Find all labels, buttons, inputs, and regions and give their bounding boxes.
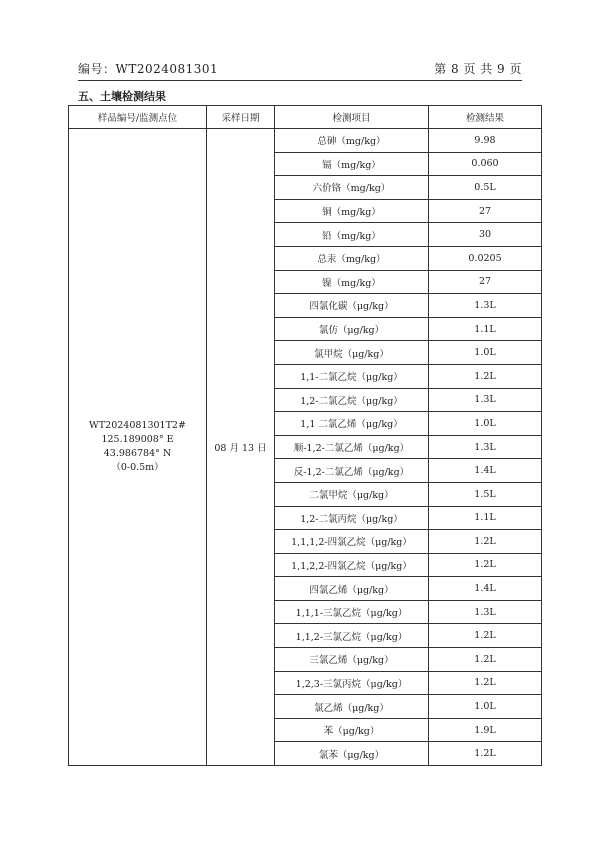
test-item-cell: 1,1,1,2-四氯乙烷（μg/kg） (275, 530, 429, 554)
test-result-cell: 1.2L (429, 671, 542, 695)
test-item-cell: 六价铬（mg/kg） (275, 176, 429, 200)
sample-longitude: 125.189008° E (101, 434, 174, 446)
soil-results-table (68, 105, 542, 766)
header-divider (78, 80, 522, 81)
test-result-cell: 1.0L (429, 412, 542, 436)
test-result-cell: 1.2L (429, 530, 542, 554)
test-result-cell: 1.3L (429, 600, 542, 624)
test-item-cell: 总汞（mg/kg） (275, 246, 429, 270)
test-result-cell: 1.4L (429, 577, 542, 601)
test-item-cell: 氯甲烷（μg/kg） (275, 341, 429, 365)
table-row (69, 129, 542, 153)
sample-id: WT2024081301T2# (89, 420, 186, 432)
test-result-cell: 27 (429, 270, 542, 294)
test-result-cell: 1.0L (429, 341, 542, 365)
test-item-cell: 1,1,1-三氯乙烷（μg/kg） (275, 600, 429, 624)
test-result-cell: 1.3L (429, 388, 542, 412)
test-result-cell: 1.9L (429, 718, 542, 742)
column-header: 样品编号/监测点位 (69, 106, 207, 129)
test-item-cell: 1,2,3-三氯丙烷（μg/kg） (275, 671, 429, 695)
test-item-cell: 四氯乙烯（μg/kg） (275, 577, 429, 601)
test-result-cell: 1.2L (429, 364, 542, 388)
document-number: 编号：WT2024081301 (78, 62, 219, 76)
test-item-cell: 1,1 二氯乙烯（μg/kg） (275, 412, 429, 436)
test-item-cell: 总砷（mg/kg） (275, 129, 429, 153)
sample-latitude: 43.986784° N (103, 448, 172, 460)
test-result-cell: 27 (429, 199, 542, 223)
test-result-cell: 1.4L (429, 459, 542, 483)
page-indicator: 第 8 页 共 9 页 (434, 62, 522, 76)
test-item-cell: 四氯化碳（μg/kg） (275, 294, 429, 318)
column-header: 检测项目 (275, 106, 429, 129)
test-result-cell: 1.5L (429, 482, 542, 506)
test-item-cell: 铅（mg/kg） (275, 223, 429, 247)
test-result-cell: 1.0L (429, 695, 542, 719)
sample-cell (69, 129, 207, 766)
test-result-cell: 30 (429, 223, 542, 247)
test-result-cell: 1.2L (429, 624, 542, 648)
column-header: 采样日期 (207, 106, 275, 129)
test-item-cell: 1,1,2-三氯乙烷（μg/kg） (275, 624, 429, 648)
test-result-cell: 1.2L (429, 553, 542, 577)
sampling-date-cell: 08 月 13 日 (207, 129, 275, 766)
test-item-cell: 镉（mg/kg） (275, 152, 429, 176)
test-result-cell: 0.0205 (429, 246, 542, 270)
test-result-cell: 1.3L (429, 294, 542, 318)
sample-depth: （0-0.5m） (111, 462, 164, 474)
test-item-cell: 氯苯（μg/kg） (275, 742, 429, 766)
test-item-cell: 氯乙烯（μg/kg） (275, 695, 429, 719)
test-item-cell: 铜（mg/kg） (275, 199, 429, 223)
test-item-cell: 镍（mg/kg） (275, 270, 429, 294)
test-item-cell: 反-1,2-二氯乙烯（μg/kg） (275, 459, 429, 483)
test-result-cell: 1.2L (429, 742, 542, 766)
test-result-cell: 1.1L (429, 317, 542, 341)
test-result-cell: 0.5L (429, 176, 542, 200)
test-item-cell: 顺-1,2-二氯乙烯（μg/kg） (275, 435, 429, 459)
test-item-cell: 氯仿（μg/kg） (275, 317, 429, 341)
test-item-cell: 1,2-二氯丙烷（μg/kg） (275, 506, 429, 530)
table-header-row (69, 106, 542, 129)
test-item-cell: 二氯甲烷（μg/kg） (275, 482, 429, 506)
test-item-cell: 1,2-二氯乙烷（μg/kg） (275, 388, 429, 412)
test-item-cell: 1,1,2,2-四氯乙烷（μg/kg） (275, 553, 429, 577)
test-result-cell: 1.1L (429, 506, 542, 530)
test-result-cell: 1.3L (429, 435, 542, 459)
page-header (78, 60, 522, 80)
test-result-cell: 0.060 (429, 152, 542, 176)
test-item-cell: 苯（μg/kg） (275, 718, 429, 742)
column-header: 检测结果 (429, 106, 542, 129)
test-result-cell: 1.2L (429, 648, 542, 672)
section-title: 五、土壤检测结果 (78, 90, 166, 103)
test-result-cell: 9.98 (429, 129, 542, 153)
test-item-cell: 1,1-二氯乙烷（μg/kg） (275, 364, 429, 388)
test-item-cell: 三氯乙烯（μg/kg） (275, 648, 429, 672)
